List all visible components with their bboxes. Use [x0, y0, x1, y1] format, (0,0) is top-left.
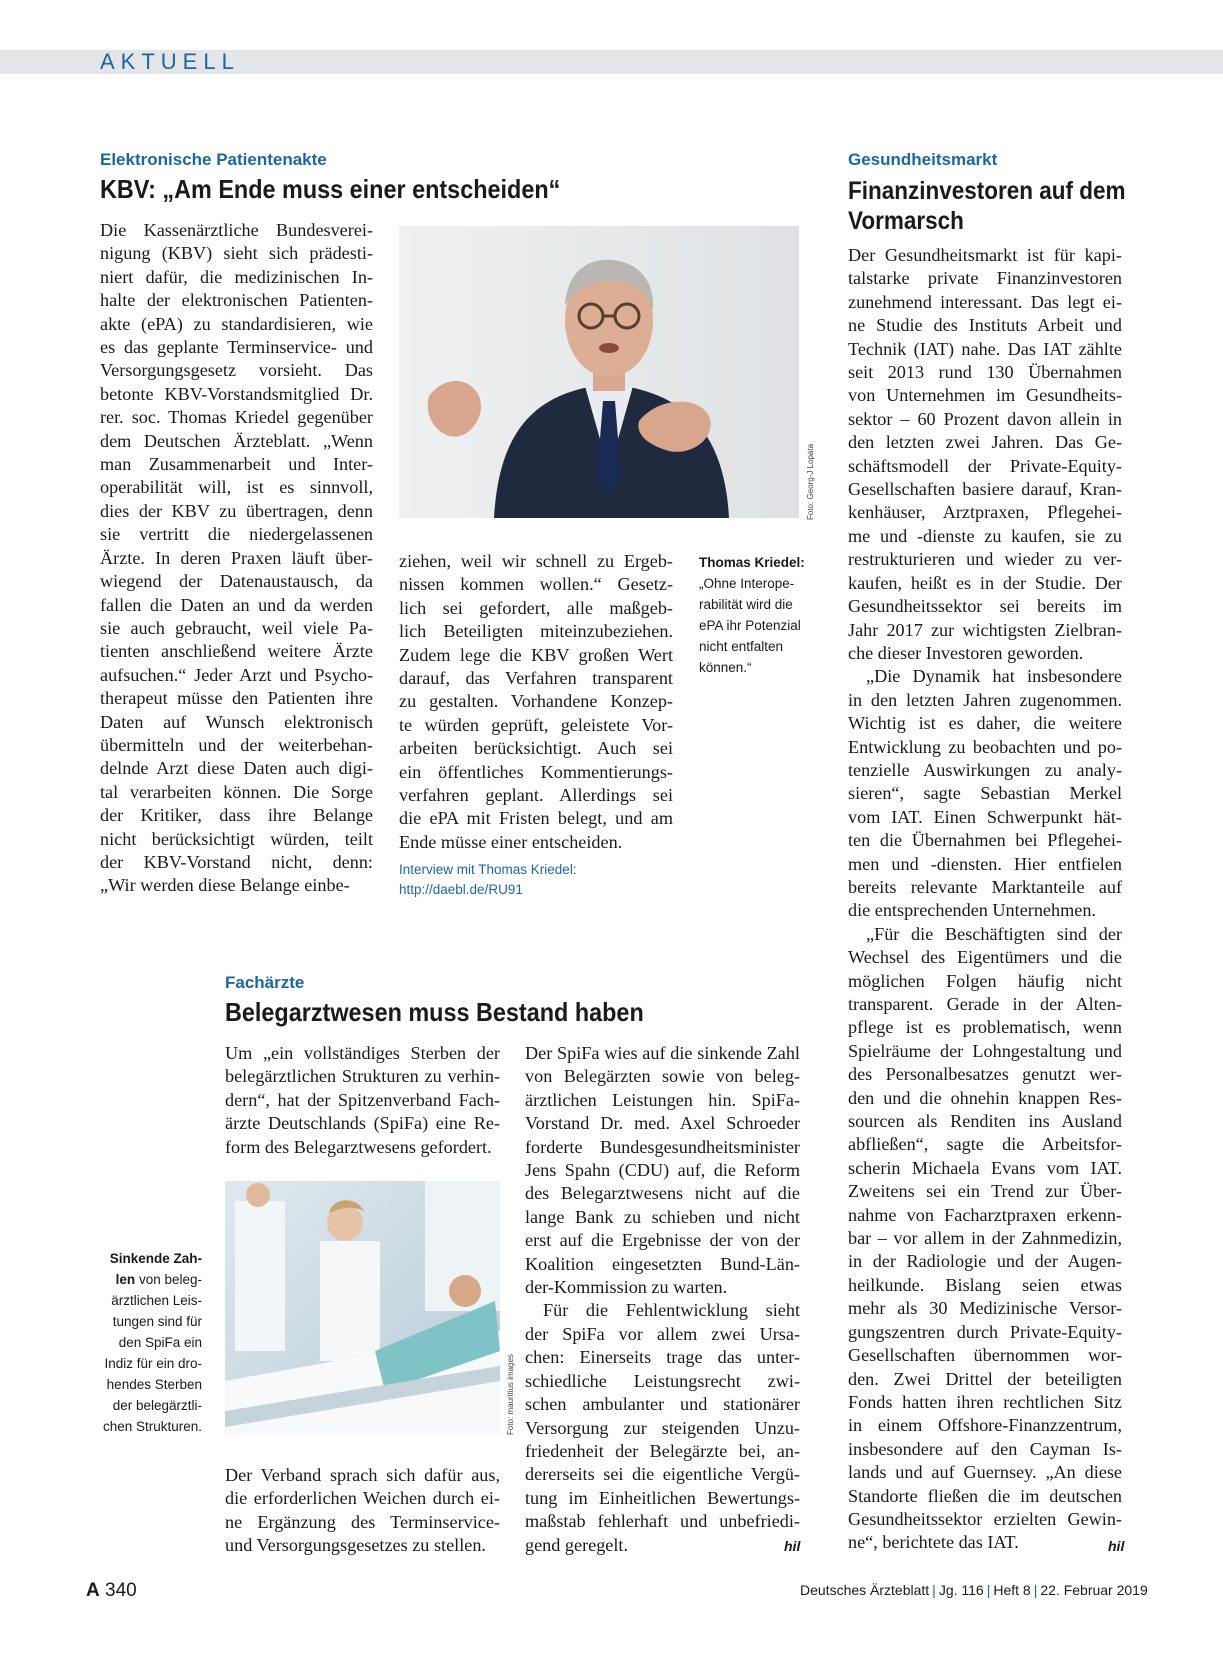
text-line: Jens Spahn (CDU) auf, die Reform — [525, 1160, 800, 1181]
text-line: kaufen, heißt es in der Studie. Der — [848, 572, 1122, 593]
section-label: AKTUELL — [100, 49, 240, 74]
text-line: vom IAT. Einen Schwerpunkt hät- — [848, 806, 1122, 827]
text-line: sieren“, sagte Sebastian Merkel — [848, 783, 1122, 804]
text-line: che dieser Investoren geworden. — [848, 642, 1084, 663]
text-line: dies der KBV zu übertragen, denn — [100, 500, 373, 521]
caption-line: nicht entfalten — [699, 639, 784, 654]
text-line: dem Deutschen Ärzteblatt. „Wenn — [100, 430, 373, 451]
text-line: fallen die Daten an und da werden — [100, 594, 373, 615]
article2-signature: hil — [784, 1538, 801, 1554]
text-line: Gesellschaften übernommen wor- — [848, 1345, 1122, 1366]
text-line: delnde Arzt diese Daten auch digi- — [100, 758, 373, 779]
text-line: Standorte fließen die im deutschen — [848, 1485, 1122, 1506]
journal-name: Deutsches Ärzteblatt — [800, 1582, 930, 1598]
text-line: lange Bank zu schieben und nicht — [525, 1206, 800, 1227]
text-line: me und -dienste zu kaufen, sie zu — [848, 525, 1122, 546]
text-line: „Wir werden diese Belange einbe- — [100, 875, 350, 896]
text-line: wiegend der Datenaustausch, da — [100, 571, 373, 592]
journal-date: 22. Februar 2019 — [1040, 1582, 1148, 1598]
text-line: sie vertritt die niedergelassenen — [100, 524, 373, 545]
article3-body — [848, 244, 1125, 1555]
text-line: des Personalbesatzes genutzt wer- — [848, 1064, 1122, 1085]
text-line: nigung (KBV) sieht sich prädesti- — [100, 243, 373, 264]
text-line: schäftsmodell der Private-Equity- — [848, 455, 1122, 476]
text-line: Die Kassenärztliche Bundesverei- — [100, 220, 373, 240]
text-line: Vorstand Dr. med. Axel Schroeder — [525, 1113, 800, 1134]
text-line: ne Studie des Instituts Arbeit und — [848, 315, 1122, 336]
text-line: Koalition eingesetzten Bund-Län- — [525, 1253, 800, 1274]
text-line: Jahr 2017 zur wichtigsten Zielbran- — [848, 619, 1122, 640]
page-number — [86, 1580, 137, 1602]
text-line: mehr als 30 Medizinische Versor- — [848, 1298, 1122, 1319]
text-line: sourcen als Renditen ins Ausland — [848, 1111, 1122, 1132]
text-line: tienten anschließend weitere Ärzte — [100, 641, 373, 662]
caption-quote — [699, 573, 819, 678]
text-line: belegärztlichen Strukturen zu verhin- — [225, 1066, 500, 1087]
text-line: Zweitens sei ein Trend zur Über- — [848, 1181, 1122, 1202]
hospital-photo — [225, 1181, 500, 1435]
text-line: tal verarbeiten können. Die Sorge — [100, 781, 373, 802]
text-line: darauf, das Verfahren transparent — [399, 668, 673, 689]
interview-link[interactable] — [399, 860, 577, 900]
article3-headline — [848, 176, 1126, 236]
text-line: restrukturieren und wieder zu ver- — [848, 549, 1122, 570]
text-line: gungszentren durch Private-Equity- — [848, 1321, 1122, 1342]
text-line: lich Beteiligten miteinzubeziehen. — [399, 621, 673, 642]
text-line: Der SpiFa wies auf die sinkende Zahl — [525, 1043, 800, 1063]
text-line: Ende müsse einer entscheiden. — [399, 831, 623, 852]
text-line: der Kritiker, dass ihre Belange — [100, 805, 373, 826]
text-line: ten die Übernahmen bei Pflegehei- — [848, 830, 1122, 851]
text-line: insbesondere auf den Cayman Is- — [848, 1438, 1122, 1459]
text-line: ne Ergänzung des Terminservice- — [225, 1511, 500, 1532]
text-line: bar – vor allem in der Zahnmedizin, — [848, 1228, 1122, 1249]
text-line: operabilität will, ist es sinnvoll, — [100, 477, 373, 498]
text-line: nicht berücksichtigt würden, teilt — [100, 828, 373, 849]
text-line: Der Gesundheitsmarkt ist für kapi- — [848, 245, 1122, 265]
page-number-value: 340 — [105, 1580, 137, 1601]
text-line: Gesundheitssektor erzielten Gewin- — [848, 1508, 1122, 1529]
text-line: scherin Michaela Evans vom IAT. — [848, 1157, 1122, 1178]
caption-rest — [86, 1290, 202, 1437]
text-line: form des Belegarztwesens gefordert. — [225, 1136, 492, 1157]
text-line: von Belegärzten sowie von beleg- — [525, 1066, 800, 1087]
text-line: die entsprechenden Unternehmen. — [848, 900, 1096, 921]
text-line: die erforderlichen Weichen durch ei- — [225, 1488, 500, 1509]
footer-meta: Deutsches Ärzteblatt | Jg. 116 | Heft 8 | 22. Februar 2019 — [800, 1582, 1148, 1598]
text-line: Um „ein vollständiges Sterben der — [225, 1043, 500, 1063]
caption-line: tungen sind für — [112, 1314, 202, 1329]
text-line: Spielräume der Lohngestaltung und — [848, 1040, 1122, 1061]
article1-photo-credit: Foto: Georg-J Lopata — [806, 443, 815, 520]
text-line: der SpiFa vor allem zwei Ursa- — [525, 1323, 800, 1344]
caption-line: hendes Sterben — [106, 1377, 202, 1392]
text-line: in den letzten Jahren zugenommen. — [848, 689, 1122, 710]
text-line: möglichen Folgen häufig nicht — [848, 970, 1122, 991]
article3-signature: hil — [1108, 1538, 1125, 1554]
text-line: verfahren geplant. Allerdings sei — [399, 785, 673, 806]
interview-link-url[interactable]: http://daebl.de/RU91 — [399, 882, 523, 897]
journal-volume: Jg. 116 — [938, 1582, 984, 1598]
text-line: dererseits sei die eigentliche Vergü- — [525, 1464, 800, 1485]
text-line: Gesellschaften basiere darauf, Kran- — [848, 479, 1122, 500]
caption-line: den SpiFa ein — [118, 1335, 202, 1350]
text-line: und Versorgungsgesetzes zu stellen. — [225, 1535, 486, 1556]
text-line: der-Kommission zu warten. — [525, 1277, 728, 1298]
caption-line: der belegärztli- — [112, 1398, 202, 1413]
text-line: transparent. Gerade in der Alten- — [848, 994, 1122, 1014]
text-line: es das geplante Terminservice- und — [100, 337, 373, 358]
journal-issue: Heft 8 — [993, 1582, 1031, 1598]
text-line: forderte Bundesgesundheitsminister — [525, 1136, 800, 1157]
text-line: friedenheit der Belegärzte bei, an- — [525, 1440, 800, 1461]
text-line: aufsuchen.“ Jeder Arzt und Psycho- — [100, 664, 373, 685]
text-line: Technik (IAT) nahe. Das IAT zählte — [848, 338, 1122, 359]
kriedel-photo — [399, 226, 799, 518]
article2-caption — [86, 1248, 202, 1437]
text-line: Entwicklung zu beobachten und po- — [848, 736, 1122, 757]
text-line: den. Zwei Drittel der beteiligten — [848, 1368, 1122, 1389]
text-line: halte der elektronischen Patienten- — [100, 290, 373, 311]
text-line: sektor – 60 Prozent davon allein in — [848, 408, 1122, 429]
text-line: in einem Offshore-Finanzzentrum, — [848, 1415, 1122, 1436]
text-line: „Für die Beschäftigten sind der — [866, 923, 1122, 944]
text-line: bereits relevante Marktanteile auf — [848, 876, 1122, 897]
text-line: zu gestalten. Vorhandene Konzep- — [399, 691, 673, 712]
caption-name: Thomas Kriedel: — [699, 555, 805, 570]
caption-line-1: von beleg- — [138, 1272, 202, 1287]
text-line: talstarke private Finanzinvestoren — [848, 268, 1122, 289]
text-line: von Unternehmen im Gesundheits- — [848, 385, 1122, 406]
article2-photo-credit: Foto: mauritius images — [506, 1354, 515, 1435]
text-line: arbeiten berücksichtigt. Auch sei — [399, 738, 673, 759]
caption-bold-2: len — [115, 1272, 136, 1287]
text-line: tenzielle Auswirkungen zu analy- — [848, 759, 1122, 780]
text-line: akte (ePA) zu standardisieren, wie — [100, 313, 373, 334]
article2-column-2 — [525, 1042, 800, 1557]
caption-line: ärztlichen Leis- — [111, 1293, 202, 1308]
text-line: betonte KBV-Vorstandsmitglied Dr. — [100, 383, 373, 404]
article2-headline: Belegarztwesen muss Bestand haben — [225, 997, 644, 1027]
interview-link-label: Interview mit Thomas Kriedel: — [399, 862, 577, 877]
text-line: heilkunde. Bislang seien etwas — [848, 1274, 1122, 1295]
text-line: ne“, berichtete das IAT. — [848, 1532, 1019, 1553]
text-line: ärzte Deutschlands (SpiFa) eine Re- — [225, 1113, 500, 1134]
text-line: die ePA mit Fristen belegt, und am — [399, 808, 673, 829]
article3-kicker: Gesundheitsmarkt — [848, 150, 998, 169]
text-line: maßstab fehlerhaft und unbefriedi- — [525, 1511, 800, 1532]
text-line: ziehen, weil wir schnell zu Ergeb- — [399, 551, 673, 571]
article1-headline: KBV: „Am Ende muss einer entscheiden“ — [100, 174, 561, 204]
text-line: gend geregelt. — [525, 1534, 629, 1555]
caption-line: Indiz für ein dro- — [104, 1356, 202, 1371]
text-line: Daten auf Wunsch elektronisch — [100, 711, 373, 732]
text-line: te würden geprüft, geleistete Vor- — [399, 714, 673, 735]
text-line: nissen kommen wollen.“ Gesetz- — [399, 574, 673, 595]
text-line: übermitteln und der weiterbehan- — [100, 734, 373, 755]
text-line: dern“, hat der Spitzenverband Fach- — [225, 1089, 500, 1110]
text-line: abfließen“, sagte die Arbeitsfor- — [848, 1134, 1122, 1155]
article1-column-1 — [100, 219, 373, 898]
text-line: Gesundheitssektor sei bereits im — [848, 596, 1122, 617]
article2-column-1-bottom — [225, 1464, 500, 1558]
article1-caption — [699, 552, 819, 678]
article1-kicker: Elektronische Patientenakte — [100, 150, 327, 169]
caption-line: rabilität wird die — [699, 597, 793, 612]
article2-column-1-top — [225, 1042, 500, 1159]
text-line: Versorgung zur steigenden Unzu- — [525, 1417, 800, 1438]
text-line: den letzten zwei Jahren. Das Ge- — [848, 432, 1122, 453]
text-line: Wechsel des Eigentümers und die — [848, 947, 1122, 968]
text-line: nahme von Facharztpraxen erkenn- — [848, 1204, 1122, 1225]
text-line: in der Radiologie und der Augen- — [848, 1251, 1122, 1272]
text-line: lands und auf Guernsey. „An diese — [848, 1462, 1122, 1483]
caption-bold: Sinkende Zah- — [109, 1251, 202, 1266]
text-line: rer. soc. Thomas Kriedel gegenüber — [100, 407, 373, 428]
text-line: „Die Dynamik hat insbesondere — [866, 666, 1122, 687]
article3-headline-line-2: Vormarsch — [848, 207, 964, 235]
text-line: men und -diensten. Hier entfielen — [848, 853, 1122, 874]
text-line: ärztlichen Leistungen hin. SpiFa- — [525, 1089, 800, 1110]
text-line: der KBV-Vorstand nicht, denn: — [100, 851, 373, 872]
article3-headline-line-1: Finanzinvestoren auf dem — [848, 177, 1126, 205]
text-line: Der Verband sprach sich dafür aus, — [225, 1465, 500, 1485]
text-line: seit 2013 rund 130 Übernahmen — [848, 362, 1122, 383]
text-line: Wichtig ist es daher, die weitere — [848, 713, 1122, 734]
text-line: man Zusammenarbeit und Inter- — [100, 454, 373, 475]
text-line: ein öffentliches Kommentierungs- — [399, 761, 673, 782]
article2-kicker: Fachärzte — [225, 973, 305, 992]
caption-line: können.“ — [699, 660, 752, 675]
text-line: Fonds hatten ihren rechtlichen Sitz — [848, 1391, 1122, 1412]
text-line: sie auch gebraucht, weil viele Pa- — [100, 617, 373, 638]
text-line: Versorgungsgesetz vorsieht. Das — [100, 360, 373, 381]
text-line: pflege ist es problematisch, wenn — [848, 1017, 1122, 1038]
page-prefix: A — [86, 1580, 100, 1601]
text-line: lich sei gefordert, alle maßgeb- — [399, 597, 673, 618]
text-line: zunehmend interessant. Das legt ei- — [848, 291, 1122, 312]
caption-line: „Ohne Interope- — [699, 576, 795, 591]
text-line: des Belegarztwesens nicht auf die — [525, 1183, 800, 1204]
text-line: erst auf die Ergebnisse der von der — [525, 1230, 800, 1251]
text-line: therapeut müsse den Patienten ihre — [100, 688, 373, 709]
text-line: schiedliche Leistungsrecht zwi- — [525, 1370, 800, 1391]
text-line: schen ambulanter und stationärer — [525, 1394, 800, 1415]
text-line: tung im Einheitlichen Bewertungs- — [525, 1487, 800, 1508]
text-line: Für die Fehlentwicklung sieht — [543, 1300, 800, 1321]
article1-column-2 — [399, 550, 673, 854]
caption-line: chen Strukturen. — [102, 1419, 202, 1434]
text-line: kenhäuser, Arztpraxen, Pflegehei- — [848, 502, 1122, 523]
caption-line: ePA ihr Potenzial — [699, 618, 801, 633]
text-line: Ärzte. In deren Praxen läuft über- — [100, 547, 373, 568]
text-line: chen: Einerseits trage das unter- — [525, 1347, 800, 1368]
text-line: den und die ohnehin knappen Res- — [848, 1087, 1122, 1108]
text-line: Zudem lege die KBV großen Wert — [399, 644, 673, 665]
text-line: niert dafür, die medizinischen In- — [100, 266, 373, 287]
